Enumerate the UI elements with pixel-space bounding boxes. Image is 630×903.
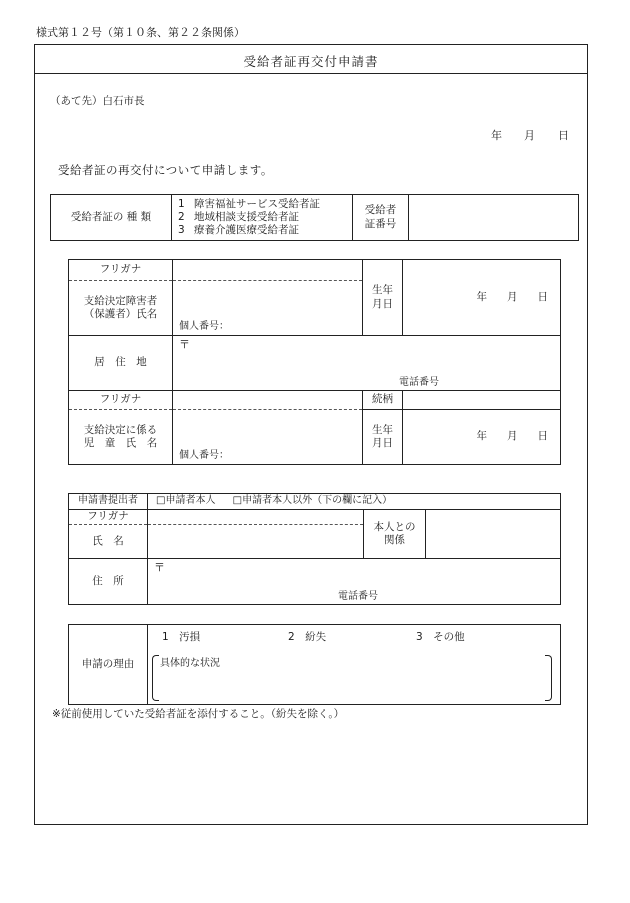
option-self-checkbox[interactable]: □申請者本人 xyxy=(156,495,216,507)
applicant-phone-label: 電話番号 xyxy=(338,590,378,602)
applicant-furigana-field[interactable] xyxy=(148,510,364,525)
birth-day-label: 日 xyxy=(537,290,548,303)
recipient-name-field[interactable] xyxy=(173,281,363,336)
certificate-type-option: 2 地域相談支援受給者証 xyxy=(178,210,299,223)
child-personal-number-label: 個人番号： xyxy=(179,449,229,461)
applicant-address-label: 住 所 xyxy=(69,559,148,605)
applicant-postal-mark: 〒 xyxy=(154,561,165,574)
child-furigana-field[interactable] xyxy=(173,391,363,410)
postal-mark: 〒 xyxy=(179,338,190,351)
phone-label: 電話番号 xyxy=(399,376,439,388)
child-birth-day-label: 日 xyxy=(537,430,548,443)
certificate-number-field[interactable] xyxy=(409,195,579,241)
recipient-name-label: 支給決定障害者 （保護者）氏名 xyxy=(69,281,173,336)
address-field[interactable] xyxy=(173,336,561,391)
reason-option[interactable]: 3 その他 xyxy=(416,631,465,643)
applicant-name-label: 氏 名 xyxy=(69,525,148,559)
certificate-type-label: 受給者証の 種 類 xyxy=(51,195,172,241)
certificate-type-table xyxy=(50,194,579,241)
date-month-label[interactable]: 月 xyxy=(524,129,535,142)
title-divider xyxy=(34,73,588,74)
form-number: 様式第１２号（第１０条、第２２条関係） xyxy=(36,26,245,39)
child-birth-field[interactable] xyxy=(403,410,561,465)
child-birth-year-label: 年 xyxy=(476,430,487,443)
child-name-field[interactable] xyxy=(173,410,363,465)
applicant-relation-field[interactable] xyxy=(426,510,561,559)
addressee: （あて先）白石市長 xyxy=(50,95,145,107)
certificate-type-option: 1 障害福祉サービス受給者証 xyxy=(178,197,320,210)
applicant-address-field[interactable] xyxy=(148,559,561,605)
recipient-table xyxy=(68,259,561,465)
bracket-right xyxy=(545,655,552,701)
form-title: 受給者証再交付申請書 xyxy=(243,54,379,69)
child-name-label: 支給決定に係る 児 童 氏 名 xyxy=(69,410,173,465)
recipient-birth-field[interactable] xyxy=(403,260,561,336)
submitter-label: 申請書提出者 xyxy=(69,494,148,510)
submitter-options xyxy=(148,494,561,510)
recipient-birth-label: 生年 月日 xyxy=(363,260,403,336)
bracket-left xyxy=(152,655,159,701)
birth-month-label: 月 xyxy=(507,290,518,303)
request-statement: 受給者証の再交付について申請します。 xyxy=(58,163,273,177)
applicant-table xyxy=(68,493,561,605)
reason-detail-label: 具体的な状況 xyxy=(160,658,220,669)
birth-year-label: 年 xyxy=(476,290,487,303)
recipient-furigana-label: フリガナ xyxy=(69,260,173,281)
footnote: ※従前使用していた受給者証を添付すること。（紛失を除く。） xyxy=(52,708,345,720)
date-year-label[interactable]: 年 xyxy=(491,129,502,142)
reason-field[interactable] xyxy=(148,625,561,705)
reason-table xyxy=(68,624,561,705)
certificate-number-label: 受給者 証番号 xyxy=(353,195,409,241)
child-birth-label: 生年 月日 xyxy=(363,410,403,465)
reason-option[interactable]: 2 紛失 xyxy=(288,631,327,643)
recipient-furigana-field[interactable] xyxy=(173,260,363,281)
reason-option[interactable]: 1 汚損 xyxy=(162,631,201,643)
child-furigana-label: フリガナ xyxy=(69,391,173,410)
applicant-relation-label: 本人との 関係 xyxy=(364,510,426,559)
applicant-furigana-label: フリガナ xyxy=(69,510,148,525)
reason-label: 申請の理由 xyxy=(69,625,148,705)
child-relation-field[interactable] xyxy=(403,391,561,410)
applicant-name-field[interactable] xyxy=(148,525,364,559)
date-day-label[interactable]: 日 xyxy=(558,129,569,142)
child-birth-month-label: 月 xyxy=(507,430,518,443)
option-other-checkbox[interactable]: □申請者本人以外（下の欄に記入） xyxy=(232,495,393,507)
certificate-type-option: 3 療養介護医療受給者証 xyxy=(178,224,299,237)
child-relation-label: 続柄 xyxy=(363,391,403,410)
personal-number-label: 個人番号： xyxy=(179,320,229,332)
certificate-type-options[interactable] xyxy=(172,195,353,241)
address-label: 居 住 地 xyxy=(69,336,173,391)
